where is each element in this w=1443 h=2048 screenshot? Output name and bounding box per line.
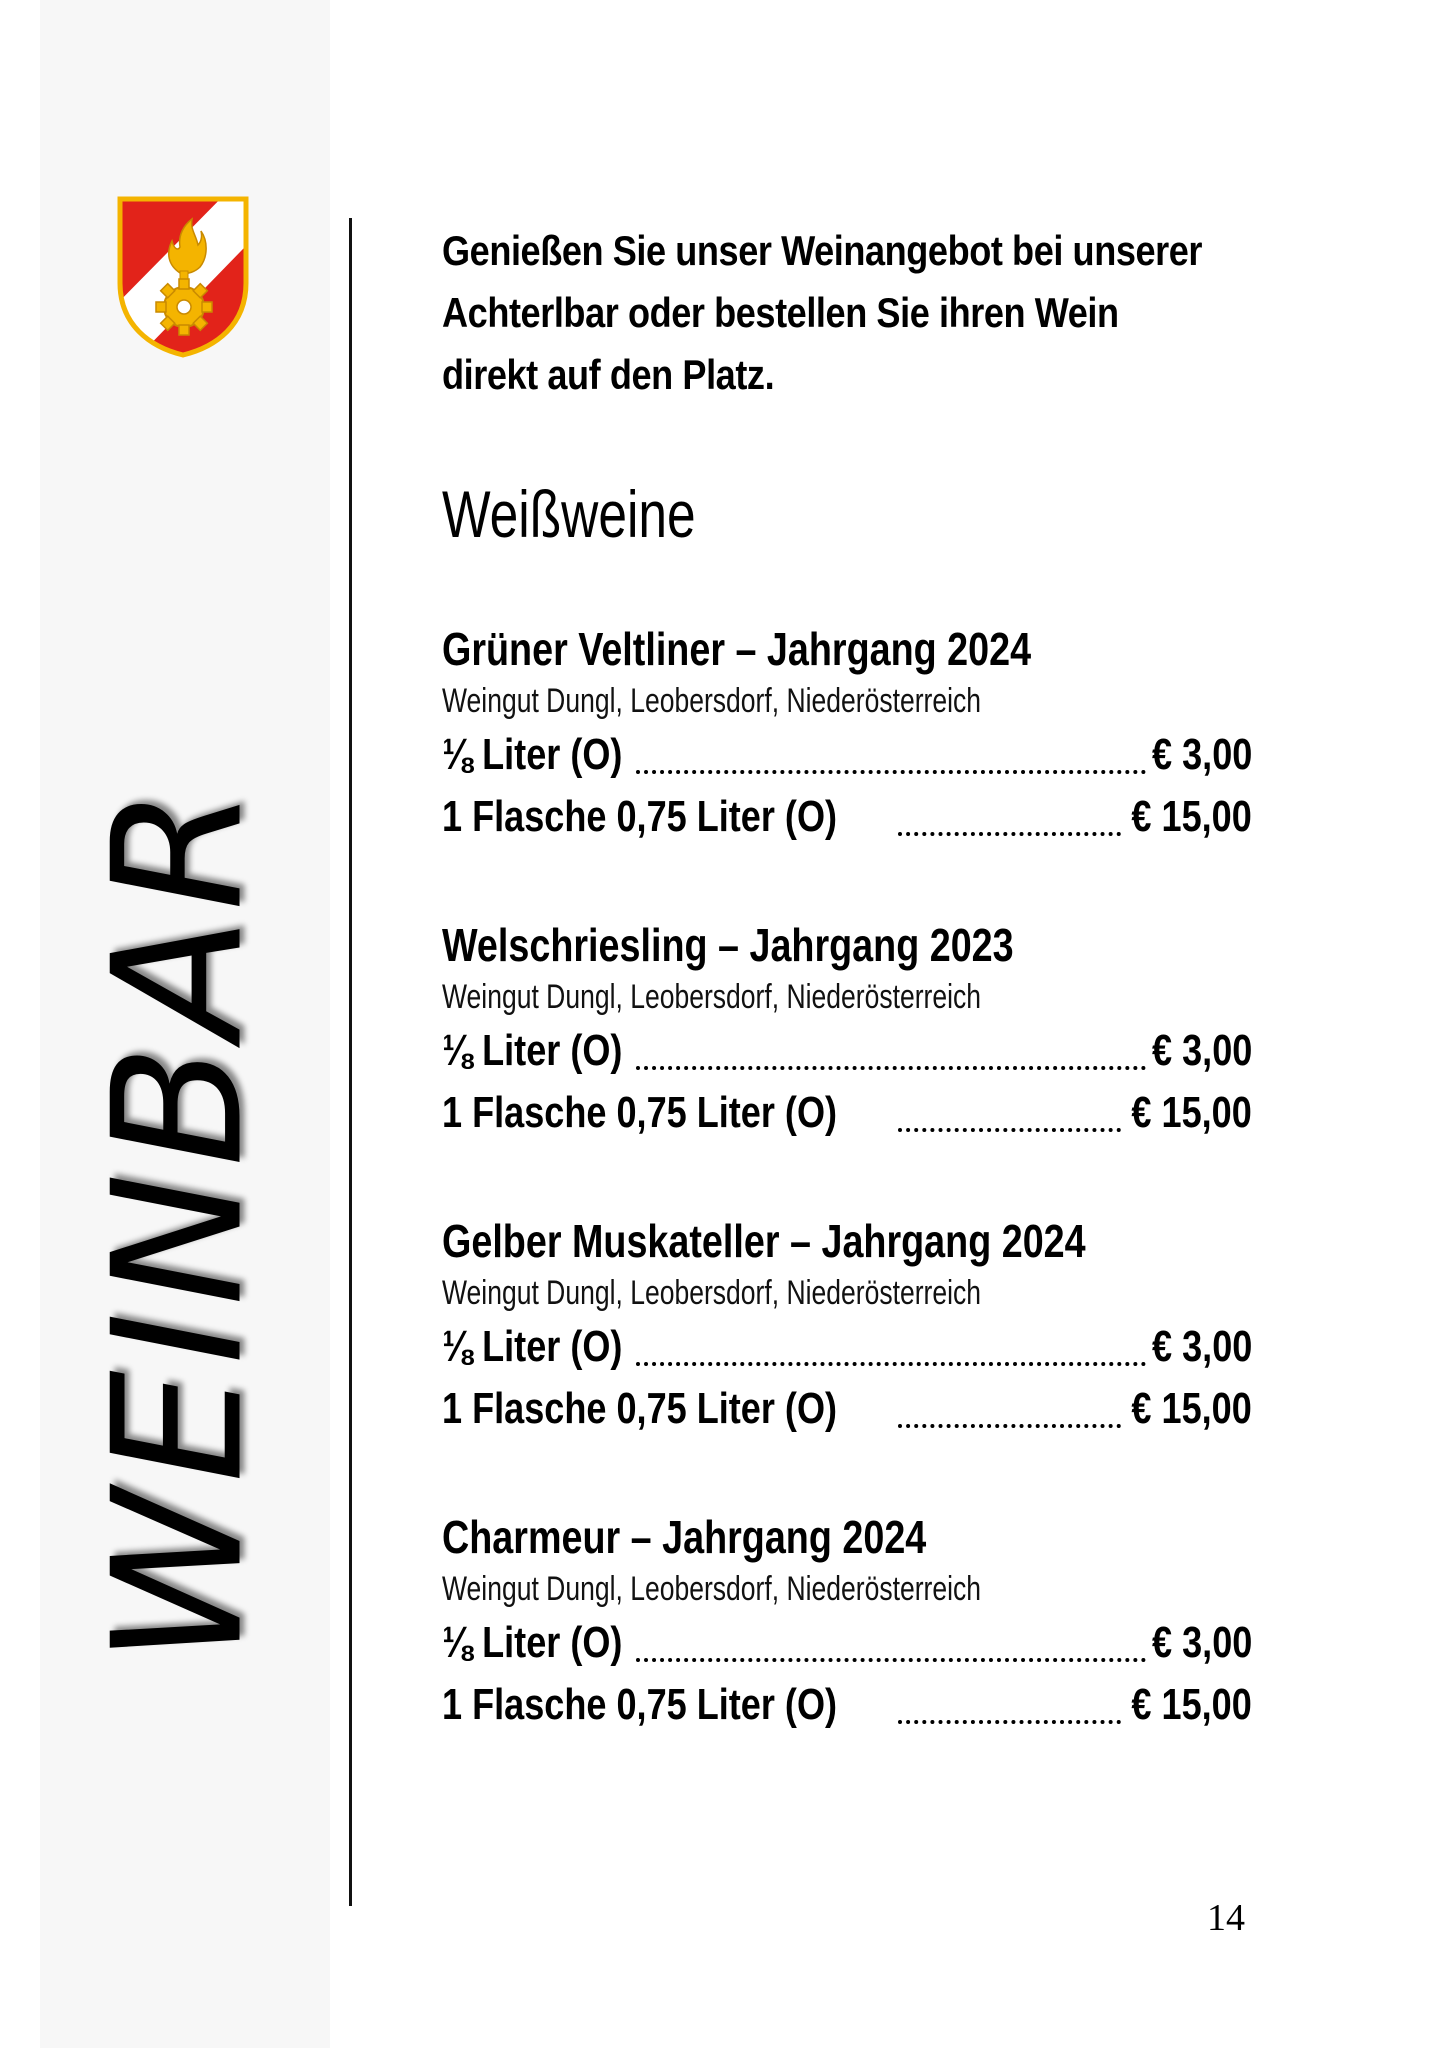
- intro-text: [442, 220, 1250, 406]
- winery: Weingut Dungl, Leobersdorf, Niederösterreich: [442, 1274, 982, 1312]
- price-label: 1 Flasche 0,75 Liter (O): [442, 792, 838, 841]
- dot-leader: [636, 770, 1146, 774]
- price-value: € 15,00: [1131, 792, 1252, 841]
- intro-line: Genießen Sie unser Weinangebot bei unserer: [442, 227, 1203, 274]
- price-label: 1 Flasche 0,75 Liter (O): [442, 1384, 838, 1433]
- price-value: € 3,00: [1151, 1322, 1252, 1371]
- price-value: € 3,00: [1151, 1618, 1252, 1667]
- wine-item: [442, 1212, 1252, 1440]
- divider-line: [349, 218, 352, 1906]
- price-label: ⅛ Liter (O): [442, 730, 623, 779]
- price-value: € 3,00: [1151, 730, 1252, 779]
- price-label: 1 Flasche 0,75 Liter (O): [442, 1088, 838, 1137]
- price-row: [442, 1378, 1252, 1440]
- vertical-title: WEINBAR: [74, 781, 282, 1665]
- price-row: [442, 724, 1252, 786]
- price-value: € 3,00: [1151, 1026, 1252, 1075]
- dot-leader: [898, 1424, 1121, 1428]
- price-value: € 15,00: [1131, 1088, 1252, 1137]
- price-label: ⅛ Liter (O): [442, 1322, 623, 1371]
- wine-item: [442, 620, 1252, 848]
- winery: Weingut Dungl, Leobersdorf, Niederösterreich: [442, 682, 982, 720]
- price-label: ⅛ Liter (O): [442, 1026, 623, 1075]
- price-label: 1 Flasche 0,75 Liter (O): [442, 1680, 838, 1729]
- wine-name: Gelber Muskateller – Jahrgang 2024: [442, 1215, 1086, 1267]
- wine-item: [442, 1508, 1252, 1736]
- winery: Weingut Dungl, Leobersdorf, Niederösterreich: [442, 978, 982, 1016]
- price-row: [442, 1082, 1252, 1144]
- dot-leader: [636, 1658, 1146, 1662]
- dot-leader: [898, 1128, 1121, 1132]
- fire-brigade-crest-icon: [116, 195, 250, 359]
- price-label: ⅛ Liter (O): [442, 1618, 623, 1667]
- section-title: Weißweine: [442, 477, 696, 551]
- price-row: [442, 1020, 1252, 1082]
- price-row: [442, 1316, 1252, 1378]
- price-value: € 15,00: [1131, 1680, 1252, 1729]
- dot-leader: [636, 1362, 1146, 1366]
- page-number: 14: [1207, 1897, 1245, 1939]
- winery: Weingut Dungl, Leobersdorf, Niederösterreich: [442, 1570, 982, 1608]
- intro-line: direkt auf den Platz.: [442, 351, 775, 398]
- intro-line: Achterlbar oder bestellen Sie ihren Wein: [442, 289, 1119, 336]
- dot-leader: [636, 1066, 1146, 1070]
- price-value: € 15,00: [1131, 1384, 1252, 1433]
- price-row: [442, 1612, 1252, 1674]
- wine-name: Welschriesling – Jahrgang 2023: [442, 919, 1014, 971]
- wine-item: [442, 916, 1252, 1144]
- price-row: [442, 1674, 1252, 1736]
- wine-name: Grüner Veltliner – Jahrgang 2024: [442, 623, 1032, 675]
- menu-content: [442, 220, 1252, 1736]
- dot-leader: [898, 1720, 1121, 1724]
- wine-name: Charmeur – Jahrgang 2024: [442, 1511, 927, 1563]
- price-row: [442, 786, 1252, 848]
- dot-leader: [898, 832, 1121, 836]
